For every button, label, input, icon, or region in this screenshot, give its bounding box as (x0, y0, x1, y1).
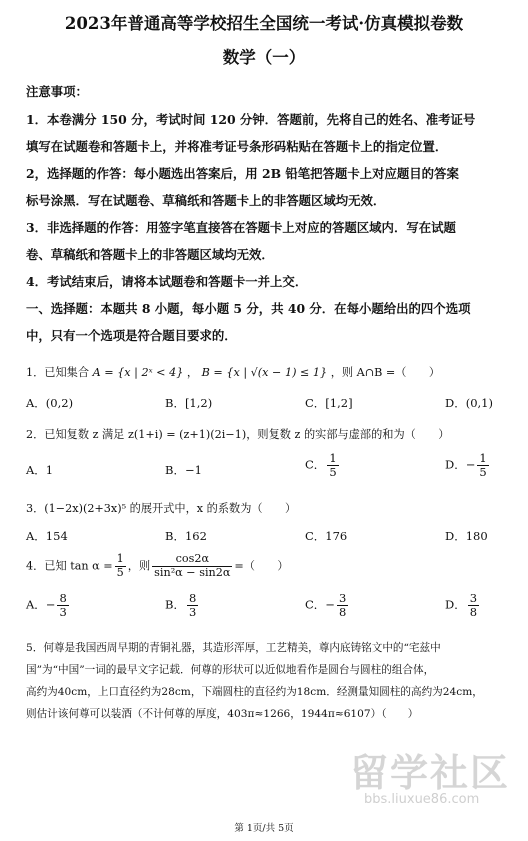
section-heading: 一、选择题：本题共 8 小题，每小题 5 分，共 40 分．在每小题给出的四个选项 (26, 301, 471, 316)
q3-option-d: D．180 (445, 529, 488, 543)
question-4-stem: 4．已知 tan α = $\frac{1}{5}$ ，则 $\frac{\cos 2\alpha}{\text{sin²α − sin2α}}$ =（ ） (26, 552, 289, 579)
q4-option-d: D． $\frac{3}{8}$ (445, 591, 478, 620)
question-5-line: 高约为40cm，上口直径约为28cm，下端圆柱的直径约为18cm．经测量知圆柱的高约为24cm， (26, 686, 483, 698)
question-5-line: 国”为“中国”一词的最早文字记载．何尊的形状可以近似地看作是圆台与圆柱的组合体， (26, 664, 435, 676)
q1-option-b: B．[1,2) (165, 396, 213, 410)
question-1-stem: 1．已知集合 A = {x | 2ˣ < 4} ， B = {x | √(x − 1) ≤ 1} ，则 A∩B =（ ） (26, 366, 441, 379)
set-b: B = {x | √(x − 1) ≤ 1} (201, 366, 328, 379)
note-line: 1．本卷满分 150 分，考试时间 120 分钟．答题前，先将自己的姓名、准考证号 (26, 112, 476, 127)
q1-option-a: A．(0,2) (26, 396, 74, 410)
q4-option-c: C．− $\frac{3}{8}$ (305, 591, 347, 620)
watermark-brand: 留学社区 (350, 751, 511, 795)
watermark-url: bbs.liuxue86.com (364, 792, 480, 807)
question-2-stem: 2．已知复数 z 满足 z(1+i) = (z+1)(2i−1)，则复数 z 的实部与虚部的和为（ ） (26, 428, 450, 441)
q3-option-b: B．162 (165, 529, 207, 543)
note-line: 卷、草稿纸和答题卡上的非答题区域均无效． (26, 247, 274, 262)
q2-option-a: A．1 (26, 463, 54, 477)
watermark (350, 742, 520, 827)
note-line: 2，选择题的作答：每小题选出答案后，用 2B 铅笔把答题卡上对应题目的答案 (26, 166, 459, 181)
q2-option-b: B．−1 (165, 463, 202, 477)
section-heading-cont: 中，只有一个选项是符合题目要求的． (26, 328, 237, 343)
note-line: 填写在试题卷和答题卡上，并将准考证号条形码粘贴在答题卡上的指定位置． (26, 139, 448, 154)
note-line: 标号涂黑．写在试题卷、草稿纸和答题卡上的非答题区域均无效． (26, 193, 386, 208)
q2-option-c: C． $\frac{1}{5}$ (305, 451, 337, 480)
question-3-stem: 3．(1−2x)(2+3x)⁵ 的展开式中，x 的系数为（ ） (26, 502, 297, 515)
set-a: A = {x | 2ˣ < 4} (92, 366, 184, 379)
q2-option-d: D．− $\frac{1}{5}$ (445, 451, 487, 480)
page-subtitle: 数学（一） (222, 48, 306, 67)
q1-option-c: C．[1,2] (305, 396, 353, 410)
q3-option-a: A．154 (26, 529, 68, 543)
notes-heading: 注意事项： (26, 84, 88, 99)
q4-option-b: B． $\frac{8}{3}$ (165, 591, 197, 620)
question-5-line: 5．何尊是我国西周早期的青铜礼器，其造形浑厚，工艺精美，尊内底铸铭文中的“宅兹中 (26, 642, 441, 654)
page-number: 第 1页/共 5页 (234, 823, 294, 834)
question-5-line: 则估计该何尊可以装酒（不计何尊的厚度，403π≈1266，1944π≈6107）（ ） (26, 708, 419, 720)
note-line: 4．考试结束后，请将本试题卷和答题卡一并上交． (26, 274, 308, 289)
q1-option-d: D．(0,1) (445, 396, 493, 410)
note-line: 3．非选择题的作答：用签字笔直接答在答题卡上对应的答题区域内．写在试题 (26, 220, 456, 235)
q4-option-a: A．− $\frac{8}{3}$ (26, 591, 67, 620)
q3-option-c: C．176 (305, 529, 348, 543)
page-title: 2023年普通高等学校招生全国统一考试·仿真模拟卷数 (64, 14, 464, 33)
